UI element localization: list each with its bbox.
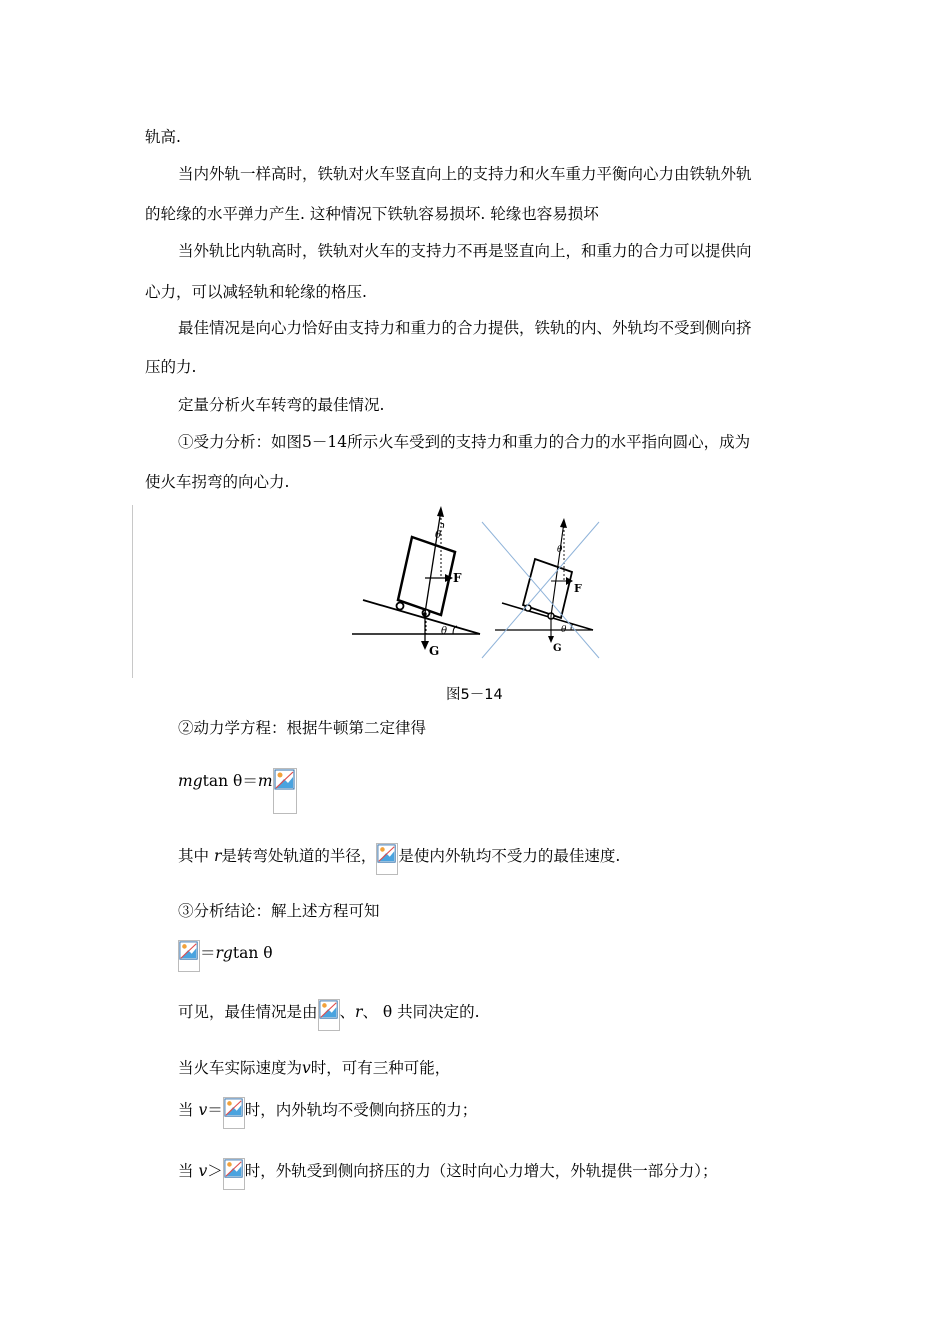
broken-image-icon bbox=[178, 940, 200, 972]
broken-image-icon bbox=[223, 1158, 245, 1190]
broken-image-icon bbox=[273, 768, 297, 814]
paragraph-line: 的轮缘的水平弹力产生. 这种情况下铁轨容易损坏. 轮缘也容易损坏 bbox=[145, 205, 599, 223]
math-text: tan θ bbox=[232, 944, 273, 962]
right-force-diagram bbox=[495, 518, 593, 643]
paragraph-line: 心力，可以减轻轨和轮缘的格压. bbox=[145, 283, 367, 301]
text: 、 bbox=[339, 1003, 356, 1021]
paragraph-line: 定量分析火车转弯的最佳情况. bbox=[178, 396, 385, 414]
text: 时，内外轨均不受侧向挤压的力； bbox=[244, 1101, 478, 1119]
force-G-label: G bbox=[553, 643, 562, 654]
theta-label: θ bbox=[561, 625, 567, 635]
text: 、 θ 共同决定的. bbox=[362, 1003, 480, 1021]
math-text: ＞ bbox=[207, 1162, 223, 1180]
paragraph-line bbox=[178, 1158, 717, 1190]
paragraph-line: 当外轨比内轨高时，铁轨对火车的支持力不再是竖直向上，和重力的合力可以提供向 bbox=[178, 242, 752, 260]
math-var: v bbox=[302, 1059, 311, 1077]
theta-label: θ bbox=[557, 545, 563, 555]
equation-line bbox=[178, 768, 297, 814]
equation-line bbox=[178, 940, 273, 972]
paragraph-line bbox=[178, 843, 620, 875]
math-var: mg bbox=[178, 772, 203, 790]
math-var: m bbox=[257, 772, 273, 790]
theta-label: θ bbox=[435, 530, 442, 541]
math-var: rg bbox=[215, 944, 233, 962]
theta-label: θ bbox=[441, 626, 448, 637]
paragraph-line: 使火车拐弯的向心力. bbox=[145, 473, 290, 491]
text: 当 bbox=[178, 1162, 199, 1180]
math-text: ＝ bbox=[207, 1101, 223, 1119]
paragraph-line bbox=[178, 999, 480, 1031]
paragraph-line: 当内外轨一样高时，铁轨对火车竖直向上的支持力和火车重力平衡向心力由铁轨外轨 bbox=[178, 165, 752, 183]
force-F-label: F bbox=[574, 582, 582, 595]
text: 当火车实际速度为 bbox=[178, 1059, 303, 1077]
text: 是转弯处轨道的半径， bbox=[221, 847, 377, 865]
math-text: tan θ＝ bbox=[202, 772, 258, 790]
force-F-label: F bbox=[453, 571, 462, 585]
text: 当 bbox=[178, 1101, 199, 1119]
paragraph-line: ①受力分析：如图5－14所示火车受到的支持力和重力的合力的水平指向圆心，成为 bbox=[178, 433, 751, 451]
math-var: v bbox=[198, 1101, 208, 1119]
force-G-label: G bbox=[429, 644, 440, 658]
text: 时，外轨受到侧向挤压的力（这时向心力增大，外轨提供一部分力）； bbox=[244, 1162, 718, 1180]
margin-line bbox=[132, 505, 133, 678]
paragraph-line: 轨高. bbox=[145, 128, 181, 146]
text: 时，可有三种可能， bbox=[310, 1059, 451, 1077]
math-text: ＝ bbox=[200, 944, 216, 962]
text: 可见，最佳情况是由 bbox=[178, 1003, 318, 1021]
section-heading: ③分析结论：解上述方程可知 bbox=[178, 902, 380, 920]
text: 其中 bbox=[178, 847, 210, 865]
paragraph-line: 压的力. bbox=[145, 358, 197, 376]
math-var: r bbox=[355, 1003, 363, 1021]
text: 是使内外轨均不受力的最佳速度. bbox=[398, 847, 621, 865]
paragraph-line bbox=[178, 1058, 450, 1078]
broken-image-icon bbox=[376, 843, 398, 875]
paragraph-line: 最佳情况是向心力恰好由支持力和重力的合力提供，铁轨的内、外轨均不受到侧向挤 bbox=[178, 319, 752, 337]
section-heading: ②动力学方程：根据牛顿第二定律得 bbox=[178, 719, 427, 737]
math-var: r bbox=[213, 847, 222, 865]
math-var: v bbox=[198, 1162, 208, 1180]
figure-caption: 图5－14 bbox=[446, 687, 503, 703]
broken-image-icon bbox=[223, 1097, 245, 1129]
paragraph-line bbox=[178, 1097, 477, 1129]
broken-image-icon bbox=[318, 999, 340, 1031]
force-diagram-figure bbox=[345, 500, 605, 665]
